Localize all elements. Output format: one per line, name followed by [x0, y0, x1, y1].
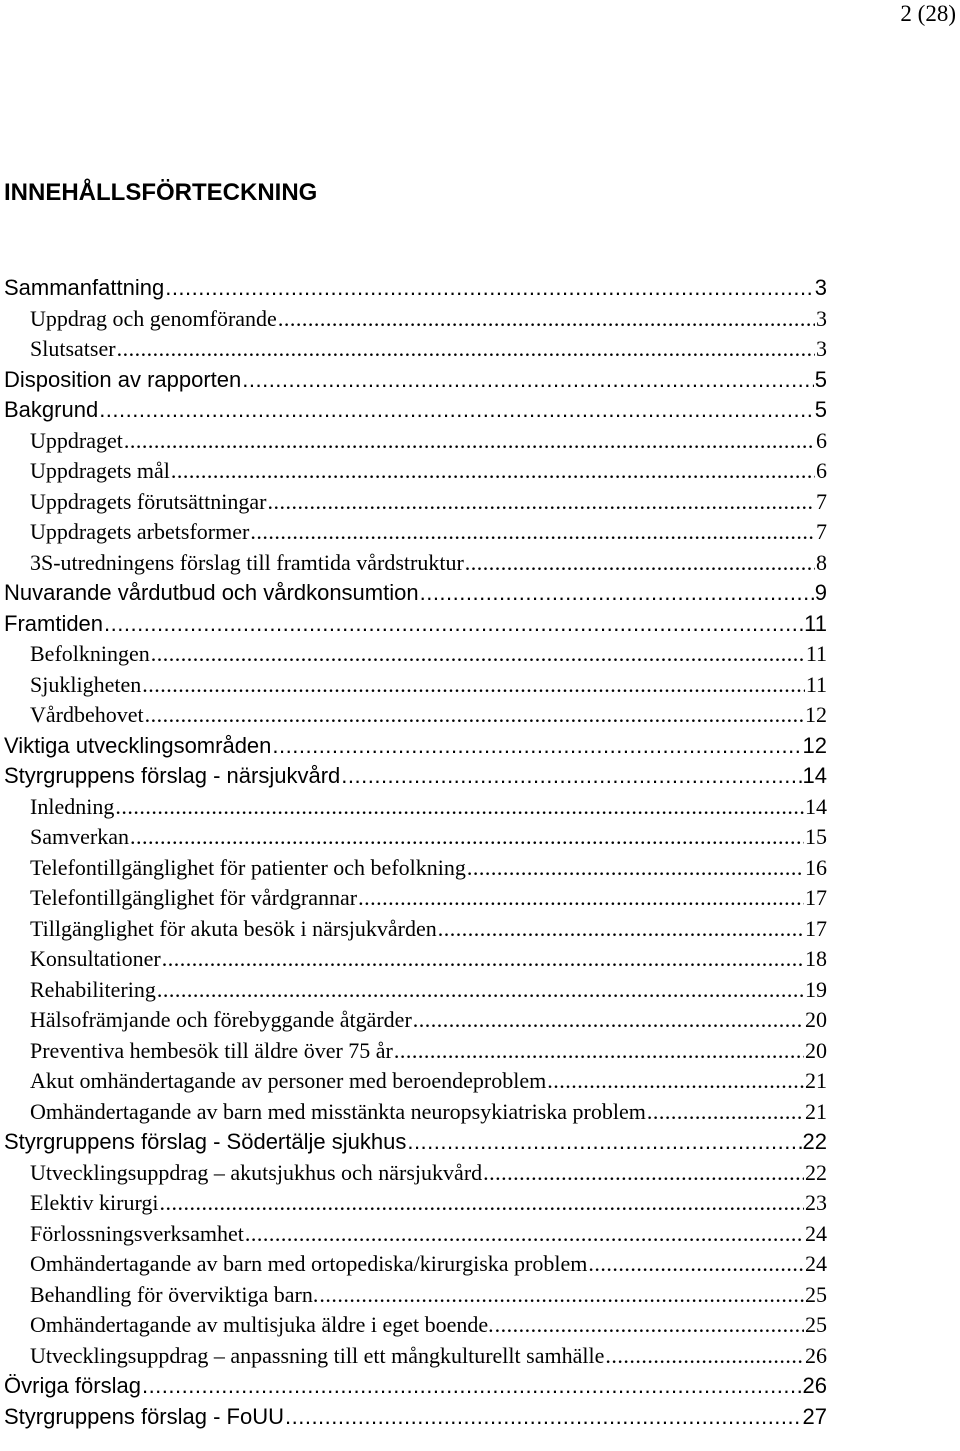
toc-entry-page: 24 [805, 1220, 827, 1246]
toc-entry-title: Uppdragets arbetsformer [30, 519, 250, 544]
toc-entry-title: Bakgrund [4, 397, 99, 422]
toc-entry-title: Slutsatser [30, 336, 116, 361]
toc-entry-title: Elektiv kirurgi [30, 1190, 159, 1215]
toc-entry-subsection[interactable] [0, 1341, 960, 1372]
toc-entry-page: 12 [802, 732, 827, 758]
toc-entry-title: Viktiga utvecklingsområden [4, 732, 272, 758]
toc-entry-subsection[interactable] [0, 639, 960, 670]
toc-entry-page: 17 [805, 915, 827, 941]
toc-dot-leader [117, 334, 815, 365]
toc-entry-section[interactable] [0, 1371, 960, 1402]
toc-entry-title: Tillgänglighet för akuta besök i närsjukvården [30, 915, 437, 941]
toc-entry-subsection[interactable] [0, 700, 960, 731]
toc-entry-subsection[interactable] [0, 975, 960, 1006]
toc-entry-title: Sammanfattning [4, 275, 165, 300]
toc-entry-page: 25 [805, 1312, 827, 1337]
toc-entry-title: Nuvarande vårdutbud och vårdkonsumtion [4, 580, 419, 605]
toc-entry-subsection[interactable] [0, 517, 960, 548]
toc-entry-title: 3S-utredningens förslag till framtida vårdstruktur [30, 549, 464, 575]
toc-dot-leader [483, 1158, 804, 1189]
toc-dot-leader [267, 487, 815, 518]
toc-entry-title: Telefontillgänglighet för vårdgrannar [30, 885, 358, 910]
toc-entry-page: 5 [814, 397, 827, 422]
toc-entry-section[interactable] [0, 1127, 960, 1158]
toc-dot-leader [438, 914, 804, 945]
toc-dot-leader [151, 639, 805, 670]
toc-entry-page: 20 [805, 1007, 827, 1032]
toc-entry-title: Sjukligheten [30, 671, 142, 697]
toc-dot-leader [272, 731, 801, 762]
toc-entry-title: Befolkningen [30, 641, 150, 666]
toc-entry-section[interactable] [0, 578, 960, 609]
toc-entry-subsection[interactable] [0, 792, 960, 823]
toc-entry-page: 15 [805, 824, 827, 849]
toc-entry-subsection[interactable] [0, 944, 960, 975]
toc-dot-leader [319, 1280, 804, 1311]
toc-entry-page: 3 [814, 275, 827, 300]
toc-entry-title: Omhändertagande av multisjuka äldre i eget boende. [30, 1312, 494, 1337]
toc-dot-leader [605, 1341, 804, 1372]
toc-entry-page: 25 [805, 1281, 827, 1307]
toc-entry-title: Konsultationer [30, 946, 161, 971]
toc-dot-leader [358, 883, 804, 914]
toc-entry-page: 7 [816, 519, 827, 544]
toc-entry-title: Telefontillgänglighet för patienter och befolkning [30, 854, 466, 880]
toc-entry-page: 16 [805, 854, 827, 880]
toc-entry-page: 26 [802, 1373, 827, 1398]
toc-entry-page: 7 [816, 488, 827, 514]
toc-entry-title: Utvecklingsuppdrag – anpassning till ett mångkulturellt samhälle [30, 1342, 605, 1368]
toc-entry-title: Uppdraget [30, 427, 123, 453]
toc-entry-page: 14 [805, 793, 827, 819]
table-of-contents [0, 273, 960, 1432]
toc-entry-subsection[interactable] [0, 1036, 960, 1067]
toc-dot-leader [242, 365, 814, 396]
toc-entry-page: 18 [805, 946, 827, 971]
toc-dot-leader [157, 975, 804, 1006]
toc-entry-title: Styrgruppens förslag - FoUU [4, 1403, 284, 1429]
toc-entry-title: Rehabilitering [30, 976, 156, 1002]
toc-dot-leader [160, 1188, 804, 1219]
toc-entry-title: Uppdragets förutsättningar [30, 488, 267, 514]
toc-entry-page: 24 [805, 1251, 827, 1276]
toc-entry-page: 17 [805, 885, 827, 910]
toc-entry-title: Preventiva hembesök till äldre över 75 år [30, 1037, 393, 1063]
toc-entry-page: 14 [802, 763, 827, 788]
toc-dot-leader [142, 670, 805, 701]
toc-entry-subsection[interactable] [0, 1188, 960, 1219]
toc-dot-leader [420, 578, 814, 609]
toc-entry-title: Omhändertagande av barn med ortopediska/kirurgiska problem [30, 1251, 588, 1276]
toc-entry-section[interactable] [0, 1402, 960, 1433]
toc-entry-page: 6 [816, 458, 827, 483]
toc-entry-subsection[interactable] [0, 822, 960, 853]
toc-entry-page: 9 [814, 580, 827, 605]
toc-entry-subsection[interactable] [0, 334, 960, 365]
toc-dot-leader [285, 1402, 802, 1433]
toc-entry-page: 3 [816, 336, 827, 361]
toc-entry-subsection[interactable] [0, 1280, 960, 1311]
toc-entry-page: 23 [805, 1190, 827, 1215]
toc-heading: INNEHÅLLSFÖRTECKNING [4, 179, 318, 206]
toc-dot-leader [115, 792, 804, 823]
toc-entry-subsection[interactable] [0, 456, 960, 487]
toc-entry-subsection[interactable] [0, 1158, 960, 1189]
page-number: 2 (28) [900, 1, 956, 26]
toc-entry-title: Övriga förslag [4, 1373, 141, 1398]
toc-dot-leader [171, 456, 815, 487]
toc-dot-leader [588, 1249, 804, 1280]
toc-entry-page: 5 [814, 366, 827, 392]
toc-entry-subsection[interactable] [0, 1005, 960, 1036]
toc-entry-page: 6 [816, 427, 827, 453]
toc-dot-leader [278, 304, 815, 335]
toc-entry-subsection[interactable] [0, 1249, 960, 1280]
toc-entry-subsection[interactable] [0, 548, 960, 579]
toc-entry-subsection[interactable] [0, 426, 960, 457]
toc-entry-page: 11 [804, 610, 827, 636]
toc-entry-page: 3 [816, 305, 827, 331]
toc-dot-leader [467, 853, 804, 884]
toc-entry-section[interactable] [0, 609, 960, 640]
toc-dot-leader [245, 1219, 804, 1250]
toc-entry-page: 22 [802, 1129, 827, 1154]
toc-entry-section[interactable] [0, 273, 960, 304]
toc-entry-title: Utvecklingsuppdrag – akutsjukhus och närsjukvård [30, 1159, 483, 1185]
toc-entry-section[interactable] [0, 761, 960, 792]
toc-entry-page: 22 [805, 1159, 827, 1185]
toc-dot-leader [495, 1310, 804, 1341]
toc-entry-title: Uppdragets mål [30, 458, 170, 483]
toc-entry-subsection[interactable] [0, 1310, 960, 1341]
toc-entry-title: Styrgruppens förslag - närsjukvård [4, 763, 341, 788]
toc-dot-leader [145, 700, 804, 731]
toc-dot-leader [104, 609, 803, 640]
toc-entry-section[interactable] [0, 731, 960, 762]
toc-dot-leader [407, 1127, 801, 1158]
toc-dot-leader [130, 822, 804, 853]
toc-entry-subsection[interactable] [0, 487, 960, 518]
toc-dot-leader [547, 1066, 804, 1097]
toc-entry-title: Omhändertagande av barn med misstänkta neuropsykiatriska problem [30, 1098, 646, 1124]
toc-dot-leader [124, 426, 815, 457]
toc-dot-leader [165, 273, 814, 304]
toc-entry-subsection[interactable] [0, 1219, 960, 1250]
toc-entry-page: 11 [805, 671, 827, 697]
toc-entry-subsection[interactable] [0, 853, 960, 884]
toc-entry-page: 19 [805, 976, 827, 1002]
toc-entry-title: Förlossningsverksamhet [30, 1220, 244, 1246]
toc-entry-title: Uppdrag och genomförande [30, 305, 277, 331]
toc-dot-leader [413, 1005, 804, 1036]
toc-entry-title: Disposition av rapporten [4, 366, 242, 392]
toc-entry-subsection[interactable] [0, 304, 960, 335]
toc-entry-page: 27 [802, 1403, 827, 1429]
toc-dot-leader [99, 395, 814, 426]
toc-entry-page: 8 [816, 549, 827, 575]
toc-entry-section[interactable] [0, 365, 960, 396]
toc-entry-title: Framtiden [4, 610, 104, 636]
toc-entry-subsection[interactable] [0, 1097, 960, 1128]
toc-entry-page: 26 [805, 1342, 827, 1368]
toc-entry-section[interactable] [0, 395, 960, 426]
toc-entry-subsection[interactable] [0, 914, 960, 945]
toc-entry-title: Inledning [30, 793, 115, 819]
toc-entry-page: 21 [805, 1068, 827, 1093]
toc-entry-title: Akut omhändertagande av personer med beroendeproblem [30, 1068, 547, 1093]
toc-entry-subsection[interactable] [0, 883, 960, 914]
toc-entry-subsection[interactable] [0, 670, 960, 701]
toc-dot-leader [647, 1097, 804, 1128]
toc-dot-leader [142, 1371, 802, 1402]
toc-entry-title: Behandling för överviktiga barn. [30, 1281, 319, 1307]
toc-dot-leader [394, 1036, 804, 1067]
toc-dot-leader [465, 548, 815, 579]
toc-entry-title: Styrgruppens förslag - Södertälje sjukhus [4, 1129, 407, 1154]
toc-entry-title: Vårdbehovet [30, 702, 144, 727]
toc-entry-title: Samverkan [30, 824, 129, 849]
toc-dot-leader [250, 517, 815, 548]
toc-entry-page: 11 [805, 641, 827, 666]
toc-dot-leader [341, 761, 801, 792]
toc-entry-page: 20 [805, 1037, 827, 1063]
toc-entry-subsection[interactable] [0, 1066, 960, 1097]
toc-entry-title: Hälsofrämjande och förebyggande åtgärder [30, 1007, 412, 1032]
toc-dot-leader [162, 944, 804, 975]
toc-entry-page: 21 [805, 1098, 827, 1124]
toc-entry-page: 12 [805, 702, 827, 727]
